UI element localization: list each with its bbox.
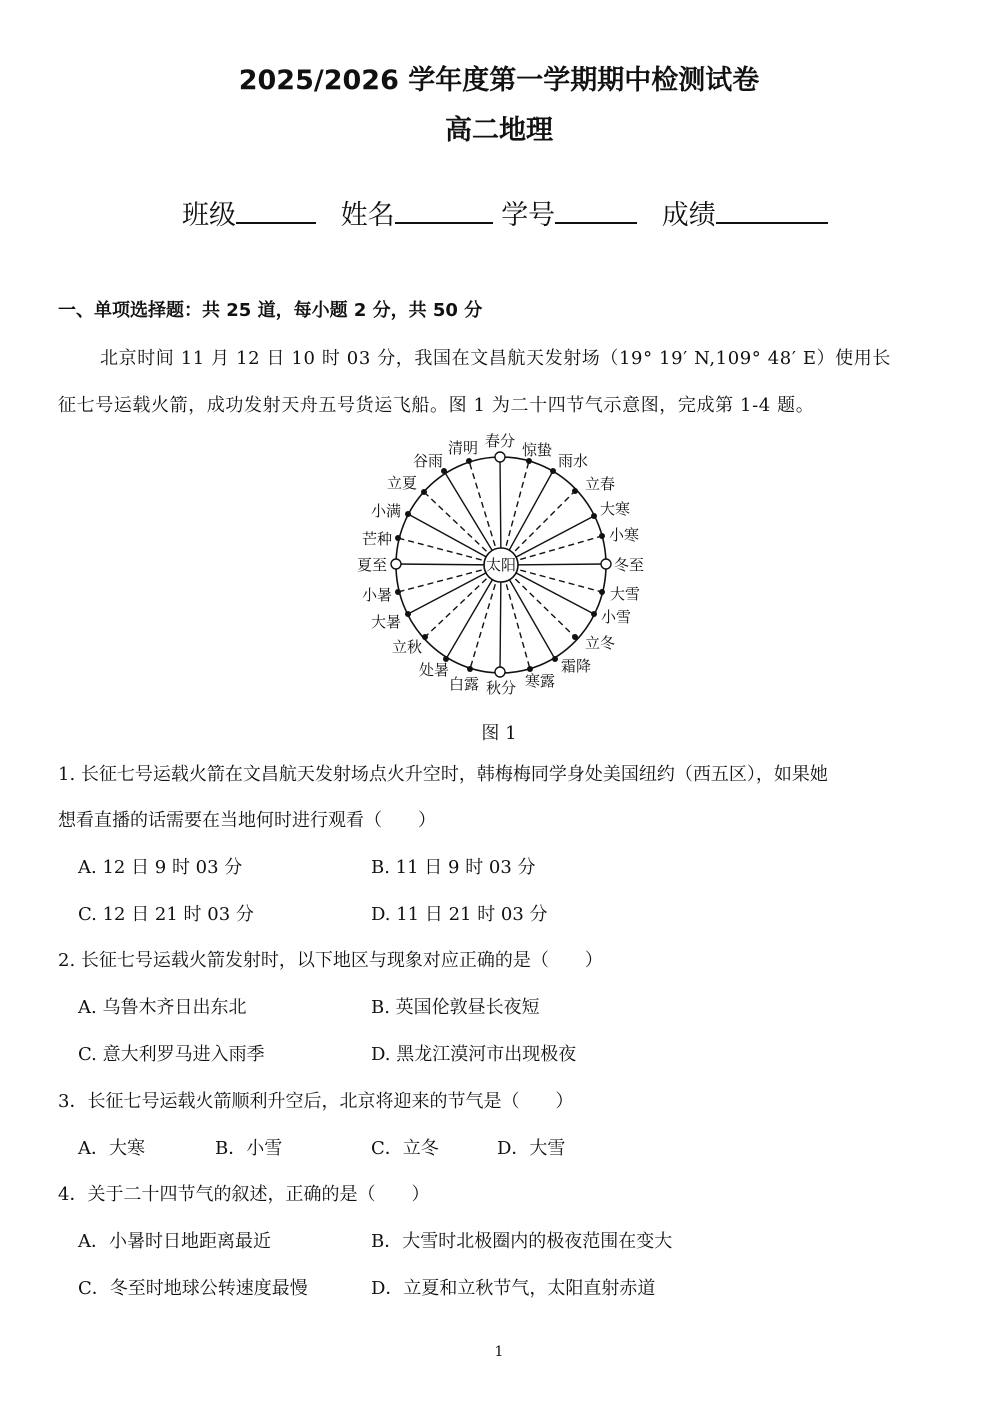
question-2-line-1: 2. 长征七号运载火箭发射时，以下地区与现象对应正确的是（ ） [58, 950, 603, 971]
intro-line-1: 北京时间 11 月 12 日 10 时 03 分，我国在文昌航天发射场（19° 19′ N,109° 48′ E）使用长 [100, 348, 891, 369]
term-label: 春分 [484, 432, 516, 450]
term-label: 大寒 [599, 500, 631, 518]
question-1-option-b[interactable]: B. 11 日 9 时 03 分 [371, 857, 536, 878]
question-4-line-1: 4．关于二十四节气的叙述，正确的是（ ） [58, 1184, 430, 1205]
score-blank[interactable] [716, 196, 828, 224]
term-label: 小雪 [600, 608, 632, 626]
term-label: 立秋 [391, 638, 423, 656]
term-label: 霜降 [560, 657, 592, 675]
term-label: 寒露 [524, 672, 556, 690]
question-2-option-d[interactable]: D. 黑龙江漠河市出现极夜 [371, 1044, 577, 1065]
term-label: 小暑 [361, 586, 393, 604]
term-label: 立冬 [584, 634, 616, 652]
question-4-option-c[interactable]: C．冬至时地球公转速度最慢 [78, 1278, 308, 1299]
section-heading: 一、单项选择题：共 25 道，每小题 2 分，共 50 分 [58, 300, 483, 321]
question-3-option-b[interactable]: B．小雪 [215, 1138, 283, 1159]
term-label: 立夏 [386, 474, 418, 492]
term-label: 小寒 [608, 526, 640, 544]
question-2-option-a[interactable]: A. 乌鲁木齐日出东北 [78, 997, 247, 1018]
term-label: 立春 [584, 475, 616, 493]
figure-caption: 图 1 [481, 723, 517, 744]
question-1-line-2: 想看直播的话需要在当地何时进行观看（ ） [58, 810, 436, 831]
term-label: 大暑 [370, 613, 402, 631]
term-label: 清明 [447, 439, 479, 457]
term-label: 秋分 [485, 679, 517, 697]
term-label: 谷雨 [412, 452, 444, 470]
name-blank[interactable] [395, 196, 493, 224]
term-label: 处暑 [418, 661, 450, 679]
question-1-option-a[interactable]: A. 12 日 9 时 03 分 [78, 857, 243, 878]
question-3-option-d[interactable]: D．大雪 [497, 1138, 566, 1159]
class-blank[interactable] [236, 196, 316, 224]
question-4-option-a[interactable]: A．小暑时日地距离最近 [78, 1231, 271, 1252]
question-2-option-b[interactable]: B. 英国伦敦昼长夜短 [371, 997, 540, 1018]
term-label: 雨水 [557, 452, 589, 470]
term-label: 白露 [448, 675, 480, 693]
name-label: 姓名 [340, 200, 395, 231]
question-3-option-c[interactable]: C．立冬 [371, 1138, 439, 1159]
term-label: 芒种 [361, 530, 393, 548]
student-id-blank[interactable] [555, 196, 637, 224]
question-4-option-b[interactable]: B．大雪时北极圈内的极夜范围在变大 [371, 1231, 673, 1252]
term-label: 冬至 [613, 556, 645, 574]
student-info-row [182, 193, 828, 232]
term-label: 夏至 [356, 556, 388, 574]
page-number: 1 [494, 1344, 504, 1360]
term-label: 小满 [370, 502, 402, 520]
subject-title: 高二地理 [445, 115, 553, 146]
exam-title: 2025/2026 学年度第一学期期中检测试卷 [238, 65, 760, 96]
intro-line-2: 征七号运载火箭，成功发射天舟五号货运飞船。图 1 为二十四节气示意图，完成第 1-4 题。 [58, 395, 815, 416]
question-3-line-1: 3．长征七号运载火箭顺利升空后，北京将迎来的节气是（ ） [58, 1091, 574, 1112]
sun-label: 太阳 [485, 556, 517, 574]
student-id-label: 学号 [501, 200, 556, 231]
score-label: 成绩 [661, 200, 716, 231]
solar-terms-diagram [340, 425, 660, 710]
question-1-line-1: 1. 长征七号运载火箭在文昌航天发射场点火升空时，韩梅梅同学身处美国纽约（西五区），如果她 [58, 764, 828, 785]
question-1-option-d[interactable]: D. 11 日 21 时 03 分 [371, 904, 548, 925]
question-3-option-a[interactable]: A．大寒 [78, 1138, 145, 1159]
term-label: 大雪 [609, 585, 641, 603]
question-2-option-c[interactable]: C. 意大利罗马进入雨季 [78, 1044, 265, 1065]
question-1-option-c[interactable]: C. 12 日 21 时 03 分 [78, 904, 254, 925]
question-4-option-d[interactable]: D．立夏和立秋节气，太阳直射赤道 [371, 1278, 656, 1299]
term-label: 惊蛰 [521, 441, 553, 459]
class-label: 班级 [182, 200, 236, 231]
